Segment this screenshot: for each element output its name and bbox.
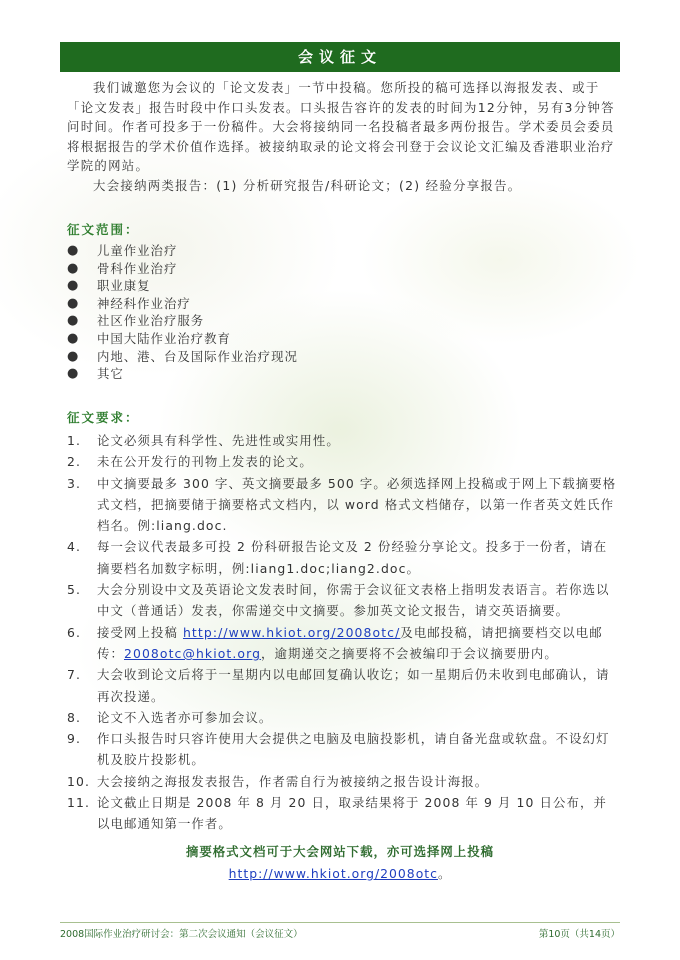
list-item: ● 神经科作业治疗 — [67, 295, 191, 311]
list-item: ● 儿童作业治疗 — [67, 243, 178, 258]
conference-website-link[interactable]: http://www.hkiot.org/2008otc/ — [182, 624, 401, 640]
list-item: 5. 大会分别设中文及英语论文发表时间，你需于会议征文表格上指明发表语言。若你选以中文（普通话）发表，你需递交中文摘要。参加英文论文报告，请交英语摘要。 — [67, 582, 610, 619]
list-item: 9. 作口头报告时只容许使用大会提供之电脑及电脑投影机，请自备光盘或软盘。不设幻灯机及胶片投影机。 — [67, 731, 610, 768]
list-item: ● 内地、港、台及国际作业治疗现况 — [67, 348, 298, 364]
section-banner — [60, 42, 620, 72]
scope-list — [67, 242, 298, 383]
list-item: ● 骨科作业治疗 — [67, 260, 178, 276]
bullet-icon: ● — [67, 313, 80, 329]
intro-text — [67, 78, 619, 196]
bullet-icon: ● — [67, 260, 80, 276]
list-item: 3. 中文摘要最多 300 字、英文摘要最多 500 字。必须选择网上投稿或于网上下载摘要格式文档，把摘要储于摘要格式文档内，以 word 格式文档储存，以第一作者英文姓氏作档名。例:liang.doc. — [67, 475, 617, 534]
list-item: 10. 大会接纳之海报发表报告，作者需自行为被接纳之报告设计海报。 — [67, 773, 489, 789]
submission-email-link[interactable]: 2008otc@hkiot.org — [123, 645, 262, 661]
footer-document-title: 2008国际作业治疗研讨会：第二次会议通知（会议征文） — [60, 929, 303, 940]
bullet-icon: ● — [67, 278, 80, 294]
bullet-icon: ● — [67, 366, 80, 382]
bullet-icon: ● — [67, 348, 80, 364]
intro-paragraph-2: 大会接纳两类报告：(1) 分析研究报告/科研论文；(2) 经验分享报告。 — [93, 177, 522, 193]
list-item: 1. 论文必须具有科学性、先进性或实用性。 — [67, 433, 340, 448]
list-item: 8. 论文不入选者亦可参加会议。 — [67, 709, 273, 725]
requirements-heading: 征文要求： — [67, 410, 140, 425]
download-url-line: http://www.hkiot.org/2008otc。 — [228, 866, 452, 881]
list-item: 7. 大会收到论文后将于一星期内以电邮回复确认收讫；如一星期后仍未收到电邮确认，请再次投递。 — [67, 667, 610, 704]
list-item: ● 社区作业治疗服务 — [67, 313, 205, 329]
list-item: 6. 接受网上投稿 http://www.hkiot.org/2008otc/及电邮投稿，请把摘要档交以电邮传：2008otc@hkiot.org，逾期递交之摘要将不会被编印于会议摘要册内。 — [67, 624, 603, 661]
list-item: 11. 论文截止日期是 2008 年 8 月 20 日，取录结果将于 2008 年 9 月 10 日公布，并以电邮通知第一作者。 — [67, 795, 608, 832]
banner-title: 会议征文 — [297, 48, 382, 66]
bullet-icon: ● — [67, 295, 80, 311]
list-item: 4. 每一会议代表最多可投 2 份科研报告论文及 2 份经验分享论文。投多于一份者，请在摘要档名加数字标明，例:liang1.doc;liang2.doc。 — [67, 539, 608, 576]
download-notice: 摘要格式文档可于大会网站下载，亦可选择网上投稿 — [186, 844, 494, 859]
bullet-icon: ● — [67, 330, 80, 346]
intro-paragraph-1: 我们诚邀您为会议的「论文发表」一节中投稿。您所投的稿可选择以海报发表、或于「论文发表」报告时段中作口头发表。口头报告容许的发表的时间为12分钟，另有3分钟答问时间。作者可投多于一份稿件。大会将接纳同一名投稿者最多两份报告。学术委员会委员将根据报告的学术价值作选择。被接纳取录的论文将会刊登于会议论文汇编及香港职业治疗学院的网站。 — [67, 80, 615, 174]
list-item: ● 职业康复 — [67, 278, 151, 294]
bullet-icon: ● — [67, 243, 80, 258]
scope-heading: 征文范围： — [67, 222, 140, 237]
footer-page-number: 第10页（共14页） — [538, 929, 620, 940]
list-item: 2. 未在公开发行的刊物上发表的论文。 — [67, 454, 313, 470]
list-item: ● 其它 — [67, 366, 124, 382]
footer-divider — [60, 922, 620, 923]
list-item: ● 中国大陆作业治疗教育 — [67, 330, 231, 346]
requirements-list — [67, 430, 619, 835]
download-url-link[interactable]: http://www.hkiot.org/2008otc — [228, 866, 438, 881]
